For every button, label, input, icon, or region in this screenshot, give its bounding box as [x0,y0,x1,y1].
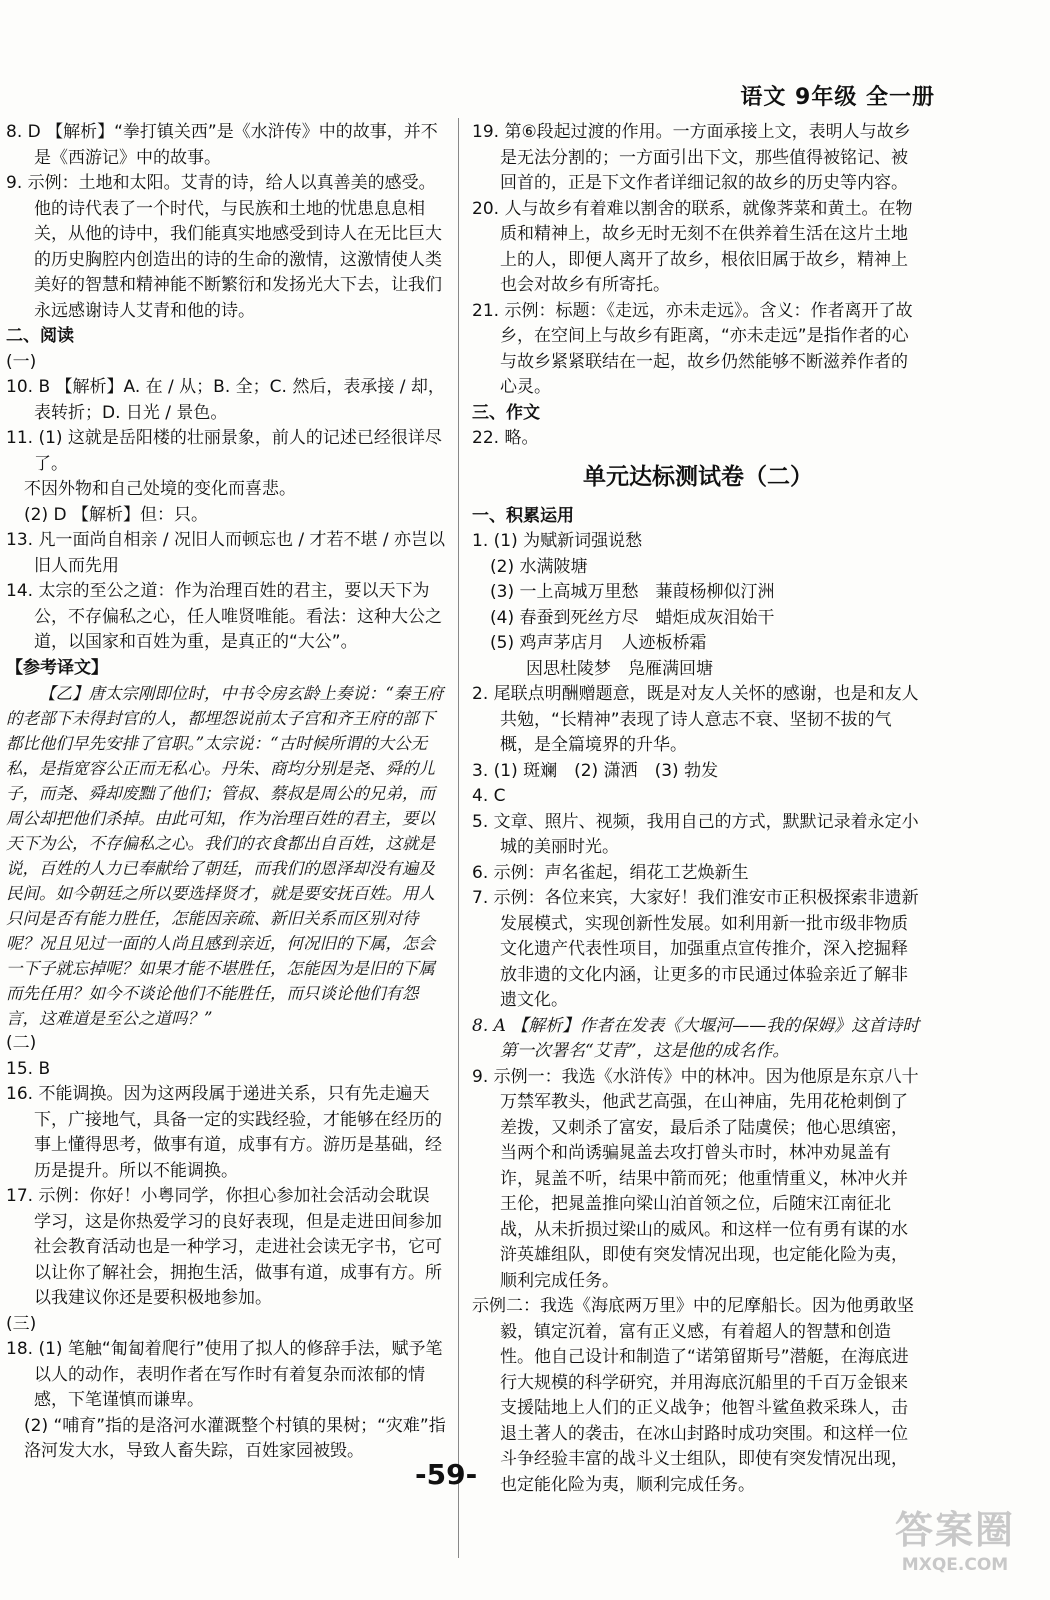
reference-translation-title: 【参考译文】 [6,657,108,678]
answer-8-right: 8. A 【解析】作者在发表《大堰河——我的保姆》这首诗时第一次署名“艾青”，这是他的成名作。 [472,1015,920,1061]
answer-11-2: (2) D 【解析】但：只。 [24,504,208,525]
part-2: (二) [6,1033,37,1053]
answer-1-2: (2) 水满陂塘 [490,556,588,577]
answer-14: 14. 太宗的至公之道：作为治理百姓的君主，要以天下为公，不存偏私之心，任人唯贤唯能。看法：这种大公之道，以国家和百姓为重，是真正的“大公”。 [6,581,442,652]
answer-21: 21. 示例：标题：《走远，亦未走远》。含义：作者离开了故乡，在空间上与故乡有距离，“亦未走远”是指作者的心与故乡紧紧联结在一起，故乡仍然能够不断滋养作者的心灵。 [472,300,913,397]
answer-22: 22. 略。 [472,428,539,448]
reference-translation: 【乙】唐太宗刚即位时，中书令房玄龄上奏说：“秦王府的老部下未得封官的人，都埋怨说前太子宫和齐王府的部下都比他们早先安排了官职。”太宗说：“古时候所谓的大公无私，是指宽容公正而无私心。丹朱、商均分别是尧、舜的儿子，而尧、舜却废黜了他们；管叔、蔡叔是周公的兄弟，而周公却把他们杀掉。由此可知，作为治理百姓的君主，要以天下为公，不存偏私之心。我们的衣食都出自百姓，这就是说，百姓的人力已奉献给了朝廷，而我们的恩泽却没有遍及民间。如今朝廷之所以要选择贤才，就是要安抚百姓。用人只问是否有能力胜任，怎能因亲疏、新旧关系而区别对待呢？况且见过一面的人尚且感到亲近，何况旧的下属，怎会一下子就忘掉呢？如果才能不堪胜任，怎能因为是旧的下属而先任用？如今不谈论他们不能胜任，而只谈论他们有怨言，这难道是至公之道吗？” [6,684,444,1028]
section-accumulation: 一、积累运用 [472,505,574,526]
watermark-url: MXQE.COM [901,1555,1009,1575]
answer-1-6: 因思杜陵梦 凫雁满回塘 [526,658,713,679]
answer-4: 4. C [472,786,506,806]
answer-18-1: 18. (1) 笔触“匍匐着爬行”使用了拟人的修辞手法，赋予笔以人的动作，表明作者在写作时有着复杂而浓郁的情感，下笔谨慎而谦卑。 [6,1339,443,1410]
answer-6: 6. 示例：声名雀起，绢花工艺焕新生 [472,862,749,883]
answer-8: 8. D 【解析】“拳打镇关西”是《水浒传》中的故事，并不是《西游记》中的故事。 [6,122,438,168]
answer-1-4: (4) 春蚕到死丝方尽 蜡炬成灰泪始干 [490,607,775,628]
section-composition: 三、作文 [472,402,540,423]
answer-11-1b: 不因外物和自己处境的变化而喜悲。 [24,479,296,499]
answer-17: 17. 示例：你好！小粤同学，你担心参加社会活动会耽误学习，这是你热爱学习的良好表现，但是走进田间参加社会教育活动也是一种学习，走进社会读无字书，它可以让你了解社会，拥抱生活，做事有道，成事有方。所以我建议你还是要积极地参加。 [6,1186,442,1308]
page-number: -59- [415,1458,478,1491]
answer-9a: 9. 示例一：我选《水浒传》中的林冲。因为他原是东京八十万禁军教头，他武艺高强，在山神庙，先用花枪刺倒了差拨，又刺杀了富安，最后杀了陆虞侯；他心思缜密，当两个和尚诱骗晁盖去攻打曾头市时，林冲劝晁盖有诈，晁盖不听，结果中箭而死；他重情重义，林冲火并王伦，把晁盖推向梁山泊首领之位，后随宋江南征北战，从未折损过梁山的威风。和这样一位有勇有谋的水浒英雄组队，即使有突发情况出现，也定能化险为夷，顺利完成任务。 [472,1066,919,1291]
answer-1-3: (3) 一上高城万里愁 蒹葭杨柳似汀洲 [490,582,775,602]
answer-1-1: 1. (1) 为赋新词强说愁 [472,531,643,551]
watermark-text: 答案圈 [894,1508,1015,1552]
answer-19: 19. 第⑥段起过渡的作用。一方面承接上文，表明人与故乡是无法分割的；一方面引出下文，那些值得被铭记、被回首的，正是下文作者详细记叙的故乡的历史等内容。 [472,122,911,193]
page-header: 语文 9年级 全一册 [740,85,935,110]
answer-11-1: 11. (1) 这就是岳阳楼的壮丽景象，前人的记述已经很详尽了。 [6,428,442,474]
answer-2: 2. 尾联点明酬赠题意，既是对友人关怀的感谢，也是和友人共勉，“长精神”表现了诗人意志不衰、坚韧不拔的气概，是全篇境界的升华。 [472,684,919,755]
unit-test-title: 单元达标测试卷（二） [583,463,813,490]
answer-1-5: (5) 鸡声茅店月 人迹板桥霜 [490,633,707,653]
answer-13: 13. 凡一面尚自相亲 / 况旧人而顿忘也 / 才若不堪 / 亦岂以旧人而先用 [6,530,446,576]
answer-5: 5. 文章、照片、视频，我用自己的方式，默默记录着永定小城的美丽时光。 [472,811,919,857]
answer-10: 10. B 【解析】A. 在 / 从；B. 全；C. 然后，表承接 / 却，表转折；D. 日光 / 景色。 [6,377,445,423]
answer-18-2: (2) “哺育”指的是洛河水灌溉整个村镇的果树；“灾难”指洛河发大水，导致人畜失踪，百姓家园被毁。 [24,1415,446,1461]
part-3: (三) [6,1313,37,1334]
watermark [880,1505,1030,1595]
answer-15: 15. B [6,1058,51,1079]
answer-7: 7. 示例：各位来宾，大家好！我们淮安市正积极探索非遗新发展模式，实现创新性发展。如利用新一批市级非物质文化遗产代表性项目，加强重点宣传推介，深入挖掘释放非遗的文化内涵，让更多的市民通过体验亲近了解非遗文化。 [472,888,919,1010]
section-reading: 二、阅读 [6,326,74,346]
answer-3: 3. (1) 斑斓 (2) 潇洒 (3) 勃发 [472,760,719,781]
column-divider [458,118,459,1558]
part-1: (一) [6,351,37,372]
answer-9: 9. 示例：土地和太阳。艾青的诗，给人以真善美的感受。他的诗代表了一个时代，与民族和土地的忧患息息相关，从他的诗中，我们能真实地感受到诗人在无比巨大的历史胸腔内创造出的诗的生命的激情，这激情使人类美好的智慧和精神能不断繁衍和发扬光大下去，让我们永远感谢诗人艾青和他的诗。 [6,173,442,321]
left-column [0,120,446,1465]
right-column [472,120,924,1498]
answer-9b: 示例二：我选《海底两万里》中的尼摩船长。因为他勇敢坚毅，镇定沉着，富有正义感，有着超人的智慧和创造性。他自己设计和制造了“诺第留斯号”潜艇，在海底进行大规模的科学研究，并用海底沉船里的千百万金银来支援陆地上人们的正义战争；他智斗鲨鱼救采珠人，击退土著人的袭击，在冰山封路时成功突围。和这样一位斗争经验丰富的战斗义士组队，即使有突发情况出现，也定能化险为夷，顺利完成任务。 [472,1296,914,1495]
answer-20: 20. 人与故乡有着难以割舍的联系，就像荠菜和黄土。在物质和精神上，故乡无时无刻不在供养着生活在这片土地上的人，即便人离开了故乡，根依旧属于故乡，精神上也会对故乡有所寄托。 [472,198,913,295]
answer-16: 16. 不能调换。因为这两段属于递进关系，只有先走遍天下，广接地气，具备一定的实践经验，才能够在经历的事上懂得思考，做事有道，成事有方。游历是基础，经历是提升。所以不能调换。 [6,1084,442,1181]
